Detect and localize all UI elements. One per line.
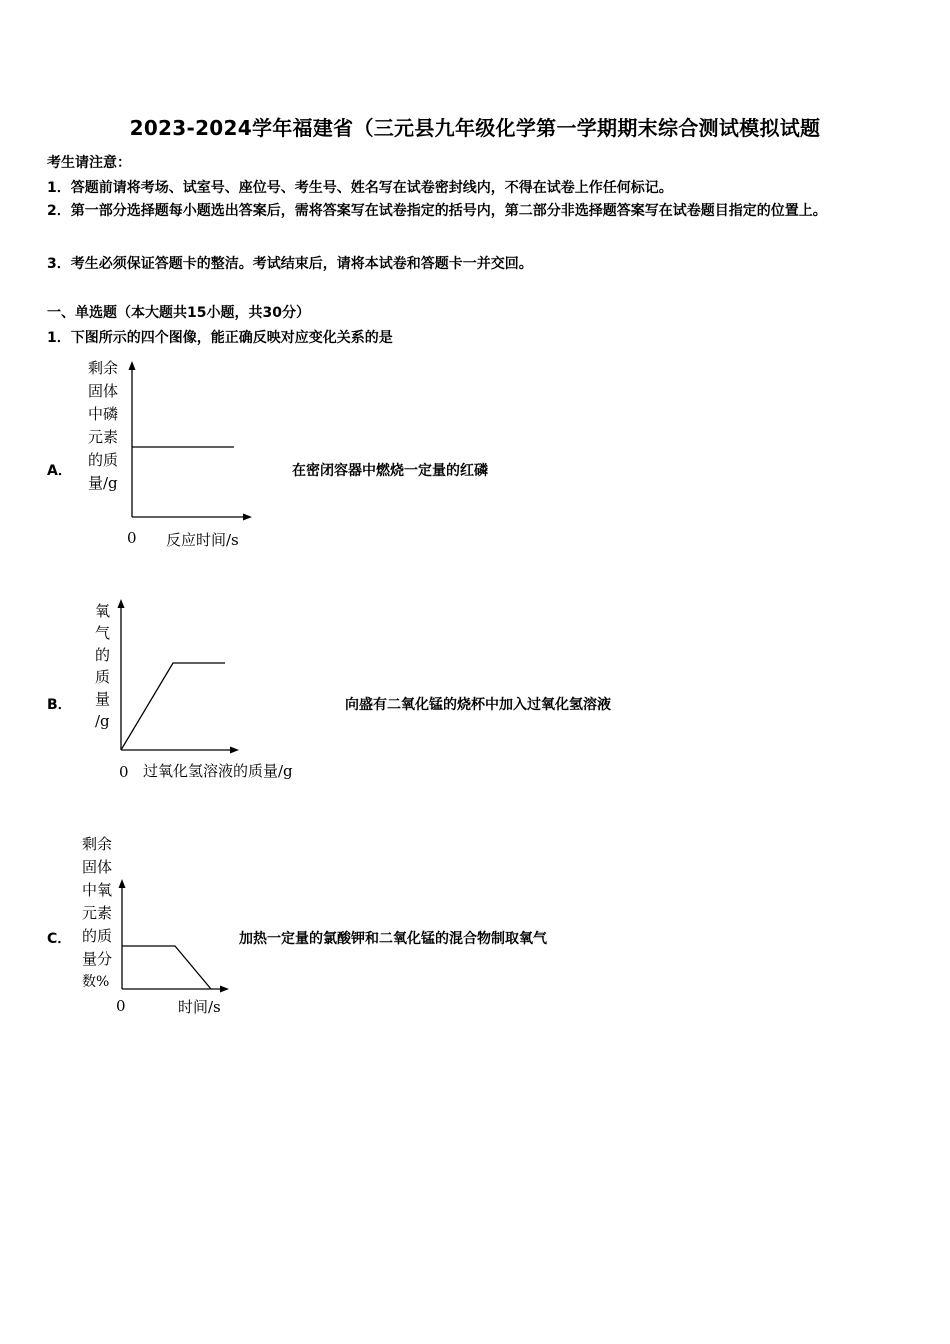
notice-heading: 考生请注意： (47, 155, 131, 171)
option-b-label: B． (47, 697, 72, 713)
option-a-origin: 0 (127, 529, 137, 547)
option-a-x-axis-label: 反应时间/s (166, 531, 239, 549)
option-c-curve (122, 946, 211, 989)
option-c-x-axis-label: 时间/s (178, 998, 221, 1016)
question-1-stem: 1．下图所示的四个图像，能正确反映对应变化关系的是 (47, 330, 393, 346)
notice-item-1: 1．答题前请将考场、试室号、座位号、考生号、姓名写在试卷密封线内，不得在试卷上作任何标记。 (47, 180, 673, 196)
option-a-y-axis-label: 剩余 固体 中磷 元素 的质 量/g (88, 359, 119, 492)
option-c-description: 加热一定量的氯酸钾和二氧化锰的混合物制取氧气 (239, 931, 547, 947)
notice-item-3: 3．考生必须保证答题卡的整洁。考试结束后，请将本试卷和答题卡一并交回。 (47, 256, 533, 272)
option-c-y-axis-label: 剩余 固体 中氧 元素 的质 量分 数% (82, 835, 113, 990)
option-b-origin: 0 (119, 763, 129, 781)
option-a-description: 在密闭容器中燃烧一定量的红磷 (292, 463, 488, 479)
option-c-label: C． (47, 931, 72, 947)
option-b-x-axis-label: 过氧化氢溶液的质量/g (143, 762, 293, 780)
option-a-label: A． (47, 463, 72, 479)
option-c-y-arrow (119, 879, 126, 888)
option-c-origin: 0 (116, 997, 126, 1015)
section-heading: 一、单选题（本大题共15小题，共30分） (47, 305, 310, 321)
page-title: 2023-2024学年福建省（三元县九年级化学第一学期期末综合测试模拟试题 (129, 116, 821, 140)
option-b-y-axis-label: 氧 气 的 质 量 /g (95, 602, 111, 730)
notice-item-2: 2．第一部分选择题每小题选出答案后，需将答案写在试卷指定的括号内，第二部分非选择题答案写在试卷题目指定的位置上。 (47, 203, 827, 219)
option-b-description: 向盛有二氧化锰的烧杯中加入过氧化氢溶液 (345, 697, 611, 713)
option-c-x-arrow (220, 986, 229, 993)
